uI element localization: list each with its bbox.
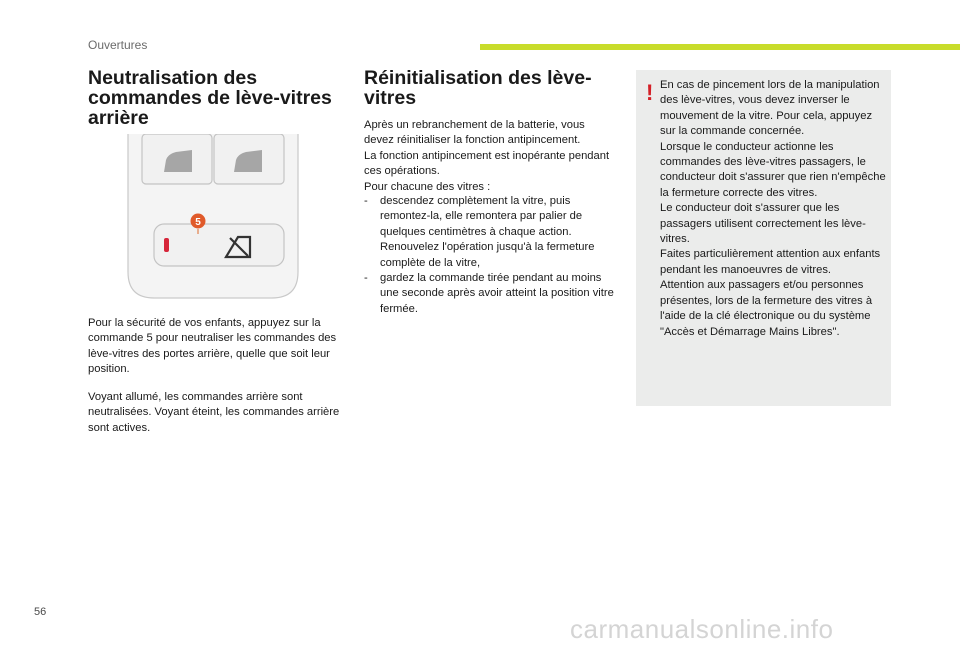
watermark: carmanualsonline.info bbox=[570, 614, 834, 644]
list-item-text: gardez la commande tirée pendant au moins une seconde après avoir atteint la position vitre fermée. bbox=[380, 272, 614, 315]
left-para-2: Voyant allumé, les commandes arrière sont neutralisées. Voyant éteint, les commandes arrière sont actives. bbox=[88, 391, 340, 434]
list-item bbox=[364, 271, 614, 317]
window-lock-control-illustration bbox=[124, 134, 302, 302]
callout-number: 5 bbox=[195, 217, 201, 228]
list-item bbox=[364, 194, 614, 271]
middle-intro: Après un rebranchement de la batterie, vous devez réinitialiser la fonction antipincement. La fonction antipincement est inopérante pendant ces opérations. Pour chacune des vitres : bbox=[364, 119, 610, 193]
warning-icon: ! bbox=[646, 80, 654, 105]
left-section-title: Neutralisation des commandes de lève-vitres arrière bbox=[88, 67, 332, 129]
warning-box bbox=[636, 70, 891, 406]
section-label: Ouvertures bbox=[88, 38, 148, 52]
indicator-led-icon bbox=[164, 238, 169, 252]
list-dash: - bbox=[364, 195, 368, 207]
page-number: 56 bbox=[34, 606, 47, 618]
list-dash: - bbox=[364, 272, 368, 285]
accent-bar bbox=[480, 44, 960, 50]
warning-text: En cas de pincement lors de la manipulation des lève-vitres, vous devez inverser le mouvement de la vitre. Pour cela, appuyez sur la commande concernée. Lorsque le conducteur actionne les commandes des lève-vitres passagers, le conducteur doit s'assurer que rien n'empêche la fermeture correcte des vitres. Le conducteur doit s'assurer que les passagers utilisent correctement les lève-vitres. Faites particulièrement attention aux enfants pendant les manoeuvres de vitres. Attention aux passagers et/ou personnes présentes, lors de la fermeture des vitres à l'aide de la clé électronique ou du système "Accès et Démarrage Mains Libres". bbox=[660, 79, 886, 338]
left-para-1: Pour la sécurité de vos enfants, appuyez sur la commande 5 pour neutraliser les commandes des lève-vitres des portes arrière, quelle que soit leur position. bbox=[88, 317, 337, 376]
list-item-text: descendez complètement la vitre, puis remontez-la, elle remontera par palier de quelques centimètres à chaque action. Renouvelez l'opération jusqu'à la fermeture complète de la vitre, bbox=[380, 195, 595, 269]
instruction-list bbox=[364, 194, 614, 317]
middle-section-title: Réinitialisation des lève-vitres bbox=[364, 67, 592, 109]
